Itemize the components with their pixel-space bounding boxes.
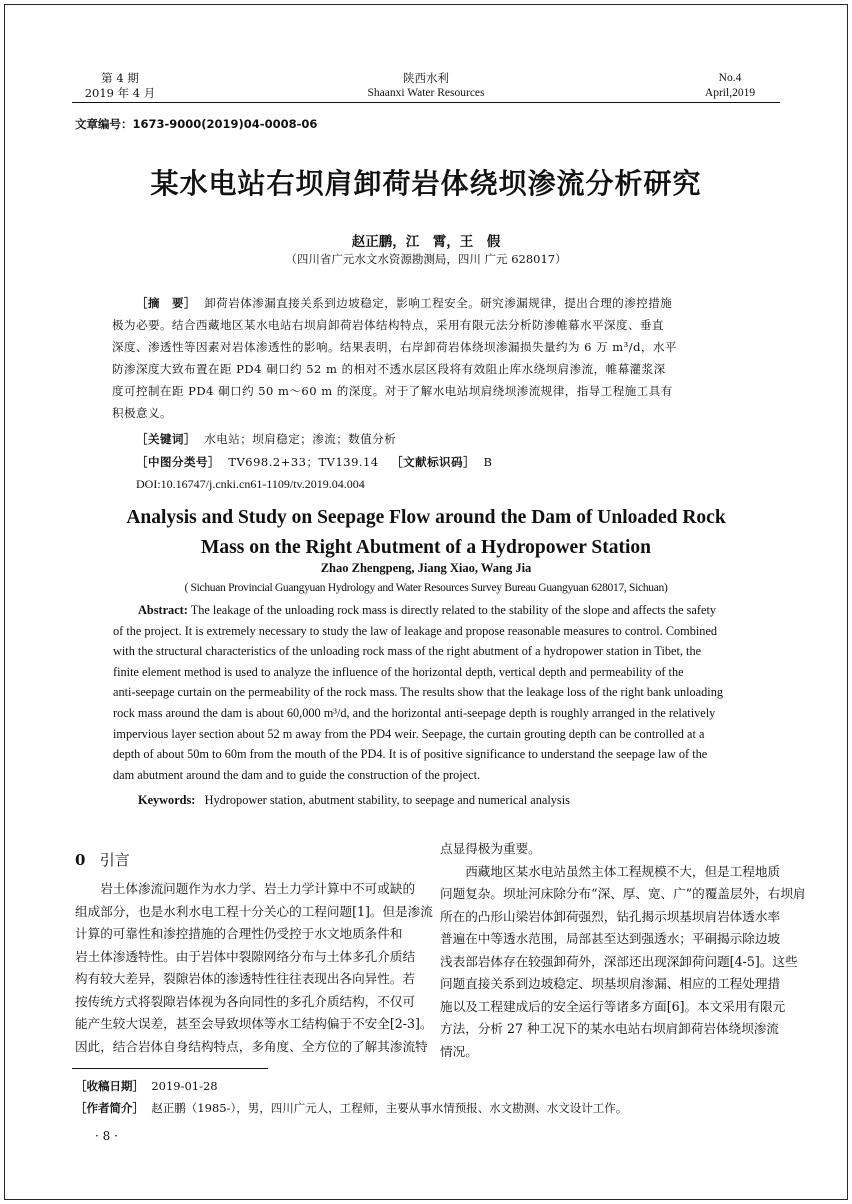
title-en-line: Mass on the Right Abutment of a Hydropower Station — [201, 537, 651, 558]
body-line: 计算的可靠性和渗控措施的合理性仍受控于水文地质条件和 — [75, 926, 403, 941]
body-line: 岩土体渗透特性。由于岩体中裂隙网络分布与土体多孔介质结 — [75, 948, 416, 964]
header-rule — [72, 102, 780, 103]
body-right-column — [440, 838, 806, 1063]
affiliation-cn: （四川省广元水文水资源勘测局，四川 广元 628017） — [285, 252, 567, 266]
clc-label: ［中图分类号］ — [136, 455, 220, 469]
received-label: ［收稿日期］ — [75, 1079, 144, 1093]
body-line: 问题复杂。坝址河床除分布“深、厚、宽、广”的覆盖层外，右坝肩 — [440, 886, 806, 901]
abstract-en-line: finite element method is used to analyze the influence of the horizontal depth, vertical depth and permeability of the — [113, 664, 684, 679]
abstract-en-line: Abstract: The leakage of the unloading rock mass is directly related to the stability of the slope and affects the safety — [138, 603, 717, 617]
author-bio-label: ［作者简介］ — [75, 1101, 144, 1115]
abstract-cn-line: ［摘 要］ 卸荷岩体渗漏直接关系到边坡稳定，影响工程安全。研究渗漏规律，提出合理的渗控措施 — [136, 296, 673, 310]
header-left — [80, 71, 160, 101]
keywords-cn — [136, 428, 396, 450]
section-title: 引言 — [99, 851, 130, 869]
clc-value: TV698.2+33；TV139.14 — [228, 455, 379, 469]
doc-code-label: ［文献标识码］ — [391, 455, 476, 469]
abstract-en-line: impervious layer section about 52 m away from the PD4 weir. Seepage, the curtain grouting depth can be controlled at a — [113, 726, 705, 741]
footnote — [75, 1075, 627, 1119]
body-line: 普遍在中等透水范围，局部甚至达到强透水；平硐揭示除边坡 — [440, 931, 781, 946]
body-line: 岩土体渗流问题作为水力学、岩土力学计算中不可或缺的 — [75, 881, 416, 896]
keywords-cn-label: ［关键词］ — [136, 432, 196, 446]
body-line: 因此，结合岩体自身结构特点，多角度、全方位的了解其渗流特 — [75, 1038, 428, 1054]
body-line: 按传统方式将裂隙岩体视为各向同性的多孔介质结构，不仅可 — [75, 993, 416, 1009]
authors-en: Zhao Zhengpeng, Jiang Xiao, Wang Jia — [320, 561, 532, 575]
body-line: 施以及工程建成后的安全运行等诸多方面[6]。本文采用有限元 — [440, 998, 786, 1014]
abstract-cn-line: 度可控制在距 PD4 硐口约 50 m～60 m 的深度。对于了解水电站坝肩绕坝渗流规律，指导工程施工具有 — [112, 384, 673, 398]
keywords-cn-value: 水电站；坝肩稳定；渗流；数值分析 — [204, 432, 397, 446]
author-bio — [75, 1097, 627, 1119]
abstract-en-line: depth of about 50m to 60m from the mouth of the PD4. It is of positive significance to understand the seepage law of the — [113, 747, 708, 762]
abstract-cn-label: ［摘 要］ — [136, 296, 196, 310]
abstract-en-line: of the project. It is extremely necessary to study the law of leakage and propose reasonable measures to control. Combined — [113, 623, 718, 638]
body-line: 方法，分析 27 种工况下的某水电站右坝肩卸荷岩体绕坝渗流 — [440, 1021, 779, 1036]
footnote-rule — [72, 1068, 268, 1069]
section-heading — [75, 849, 130, 870]
header-journal-en: Shaanxi Water Resources — [367, 87, 485, 99]
abstract-en-line: rock mass around the dam is about 60,000 m³/d, and the horizontal anti-seepage depth is roughly arranged in the relatively — [113, 705, 716, 720]
keywords-en-label: Keywords: — [138, 793, 196, 807]
header-issue-en: No.4 — [718, 72, 742, 84]
body-line: 问题直接关系到边坡稳定、坝基坝肩渗漏、相应的工程处理措 — [440, 976, 781, 991]
abstract-cn-line: 极为必要。结合西藏地区某水电站右坝肩卸荷岩体结构特点，采用有限元法分析防渗帷幕水平深度、垂直 — [112, 318, 664, 332]
abstract-en-label: Abstract: — [138, 603, 188, 617]
abstract-cn-line: 积极意义。 — [112, 406, 172, 420]
received-date — [75, 1075, 627, 1097]
received-value: 2019-01-28 — [151, 1079, 218, 1093]
abstract-cn-line: 防渗深度大致布置在距 PD4 硐口约 52 m 的相对不透水层区段将有效阻止库水绕坝肩渗流，帷幕灌浆深 — [112, 362, 666, 376]
header-journal-cn: 陕西水利 — [403, 71, 449, 85]
keywords-en-value: Hydropower station, abutment stability, to seepage and numerical analysis — [204, 793, 570, 807]
affiliation-en: ( Sichuan Provincial Guangyuan Hydrology and Water Resources Survey Bureau Guangyuan 628017, Sichuan) — [184, 582, 668, 594]
body-line: 能产生较大误差，甚至会导致坝体等水工结构偏于不安全[2-3]。 — [75, 1016, 433, 1031]
article-number: 文章编号：1673-9000(2019)04-0008-06 — [75, 117, 318, 131]
title-en-line: Analysis and Study on Seepage Flow around the Dam of Unloaded Rock — [126, 507, 726, 528]
section-number: 0 — [75, 851, 86, 869]
abstract-cn-line: 深度、渗透性等因素对岩体渗透性的影响。结果表明，右岸卸荷岩体绕坝渗漏损失量约为 6 万 m³/d，水平 — [112, 340, 678, 354]
page-number: · 8 · — [95, 1129, 118, 1143]
title-cn: 某水电站右坝肩卸荷岩体绕坝渗流分析研究 — [150, 167, 702, 200]
abstract-en-line: dam abutment around the dam and to guide the construction of the project. — [113, 767, 481, 782]
author-bio-value: 赵正鹏（1985-），男，四川广元人，工程师，主要从事水情预报、水文勘测、水文设计工作。 — [151, 1101, 628, 1115]
authors-cn: 赵正鹏，江 霄，王 假 — [351, 234, 501, 250]
title-en — [0, 503, 852, 563]
header-issue-cn: 第 4 期 — [101, 71, 139, 85]
body-line: 所在的凸形山梁岩体卸荷强烈，钻孔揭示坝基坝肩岩体透水率 — [440, 908, 781, 924]
body-left-column — [75, 878, 433, 1058]
body-line: 构有较大差异，裂隙岩体的渗透特性往往表现出各向异性。若 — [75, 971, 416, 986]
abstract-cn — [112, 292, 752, 424]
abstract-en-line: with the structural characteristics of the unloading rock mass of the right abutment of a hydropower station in Tibet, the — [113, 644, 702, 659]
keywords-en — [138, 790, 570, 811]
header-date-cn: 2019 年 4 月 — [84, 86, 156, 100]
doc-code-value: B — [483, 455, 493, 469]
abstract-en — [113, 600, 743, 785]
body-line: 点显得极为重要。 — [440, 841, 541, 856]
body-line: 组成部分，也是水利水电工程十分关心的工程问题[1]。但是渗流 — [75, 903, 433, 919]
body-line: 浅表部岩体存在较强卸荷外，深部还出现深卸荷问题[4-5]。这些 — [440, 953, 798, 969]
clc-line — [136, 451, 492, 473]
abstract-en-line: anti-seepage curtain on the permeability of the rock mass. The results show that the leakage loss of the right bank unloading — [113, 685, 724, 700]
header-right — [680, 71, 780, 101]
body-line: 情况。 — [440, 1043, 478, 1059]
header-date-en: April,2019 — [704, 87, 756, 99]
body-line: 西藏地区某水电站虽然主体工程规模不大，但是工程地质 — [440, 863, 781, 879]
header-center — [326, 71, 526, 101]
doi: DOI:10.16747/j.cnki.cn61-1109/tv.2019.04.004 — [136, 477, 365, 491]
